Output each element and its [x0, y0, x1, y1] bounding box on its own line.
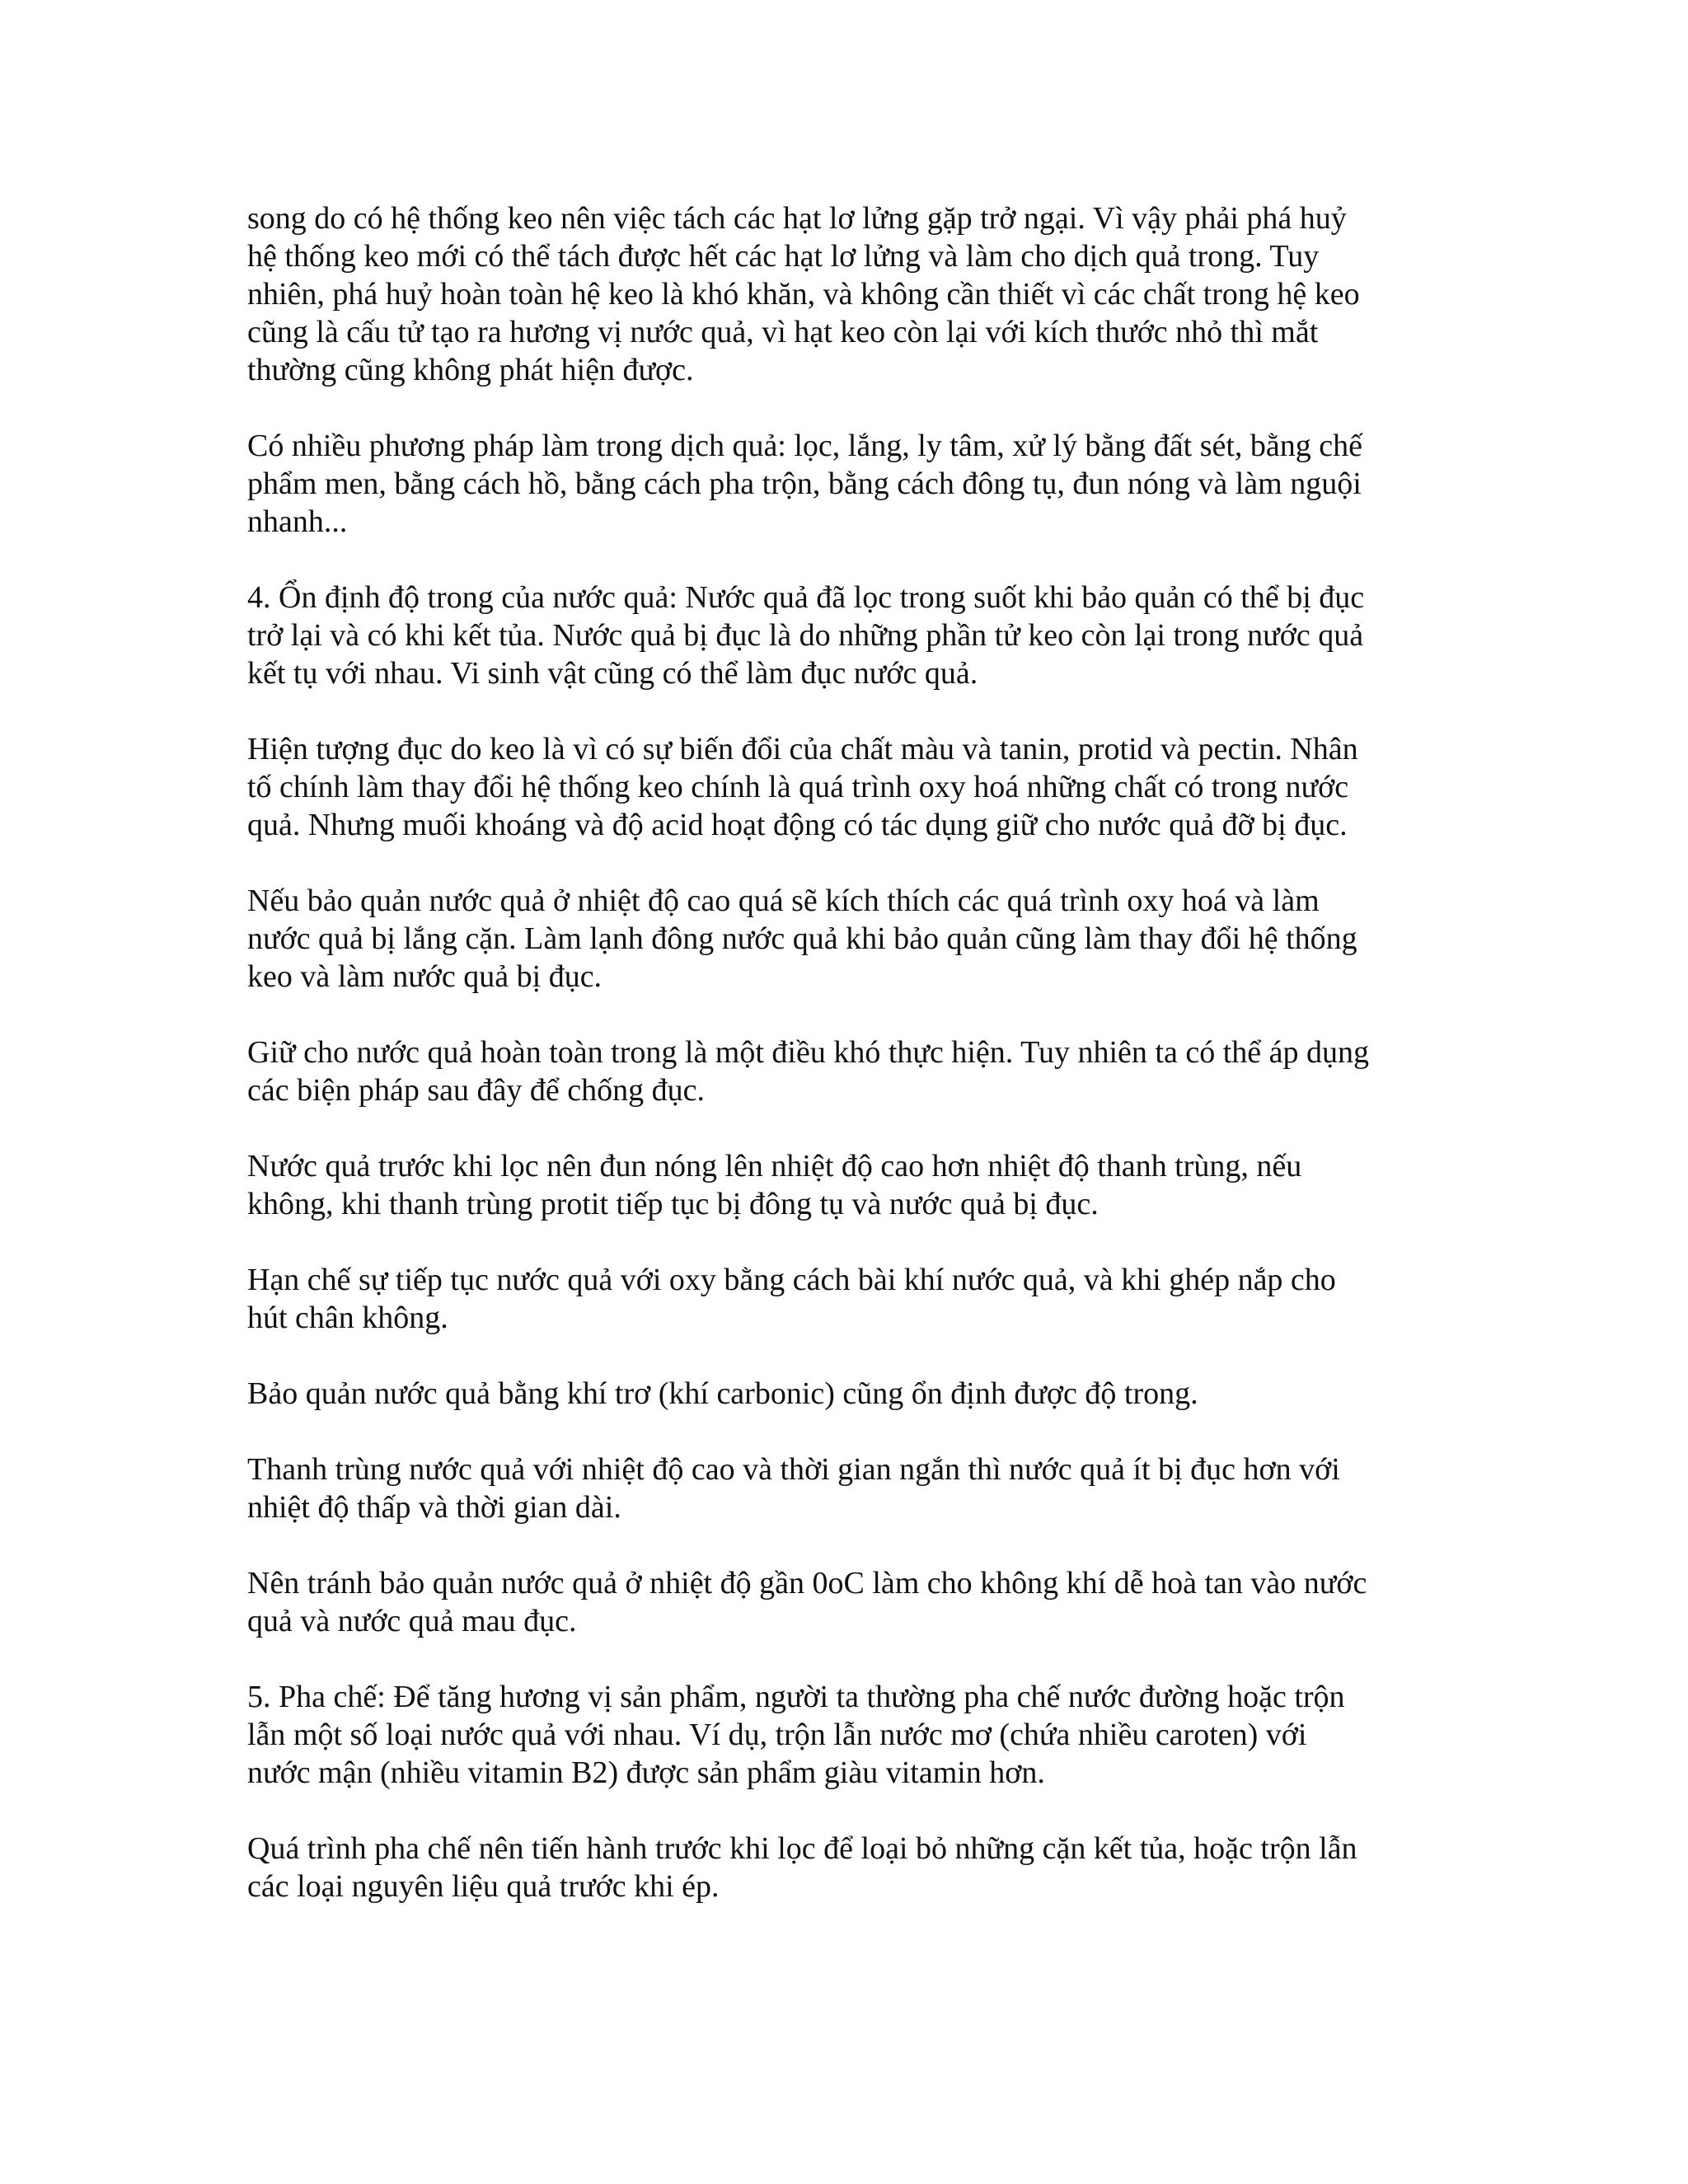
text-line: Hạn chế sự tiếp tục nước quả với oxy bằng cách bài khí nước quả, và khi ghép nắp cho	[247, 1263, 1336, 1297]
text-line: Nên tránh bảo quản nước quả ở nhiệt độ gần 0oC làm cho không khí dễ hoà tan vào nước	[247, 1566, 1367, 1601]
paragraph	[247, 730, 1442, 844]
text-line: hút chân không.	[247, 1301, 448, 1335]
text-line: không, khi thanh trùng protit tiếp tục bị đông tụ và nước quả bị đục.	[247, 1187, 1099, 1221]
paragraph	[247, 1564, 1442, 1640]
text-line: lẫn một số loại nước quả với nhau. Ví dụ, trộn lẫn nước mơ (chứa nhiều caroten) với	[247, 1718, 1307, 1752]
paragraph	[247, 882, 1442, 996]
paragraph	[247, 427, 1442, 541]
text-line: nước quả bị lắng cặn. Làm lạnh đông nước quả khi bảo quản cũng làm thay đổi hệ thống	[247, 921, 1357, 956]
text-line: trở lại và có khi kết tủa. Nước quả bị đục là do những phần tử keo còn lại trong nước quả	[247, 618, 1364, 653]
text-line: phẩm men, bằng cách hồ, bằng cách pha trộn, bằng cách đông tụ, đun nóng và làm nguội	[247, 466, 1362, 501]
document-body	[247, 199, 1442, 1905]
text-line: 5. Pha chế: Để tăng hương vị sản phẩm, người ta thường pha chế nước đường hoặc trộn	[247, 1680, 1345, 1714]
text-line: hệ thống keo mới có thể tách được hết các hạt lơ lửng và làm cho dịch quả trong. Tuy	[247, 239, 1320, 274]
text-line: Nếu bảo quản nước quả ở nhiệt độ cao quá sẽ kích thích các quá trình oxy hoá và làm	[247, 883, 1320, 918]
text-line: quả. Nhưng muối khoáng và độ acid hoạt động có tác dụng giữ cho nước quả đỡ bị đục.	[247, 808, 1348, 842]
text-line: Bảo quản nước quả bằng khí trơ (khí carbonic) cũng ổn định được độ trong.	[247, 1376, 1198, 1411]
text-line: cũng là cấu tử tạo ra hương vị nước quả, vì hạt keo còn lại với kích thước nhỏ thì mắt	[247, 315, 1319, 349]
text-line: Hiện tượng đục do keo là vì có sự biến đổi của chất màu và tanin, protid và pectin. Nhân	[247, 732, 1358, 766]
paragraph	[247, 579, 1442, 692]
paragraph	[247, 1830, 1442, 1905]
text-line: tố chính làm thay đổi hệ thống keo chính là quá trình oxy hoá những chất có trong nước	[247, 770, 1349, 804]
text-line: Giữ cho nước quả hoàn toàn trong là một điều khó thực hiện. Tuy nhiên ta có thể áp dụng	[247, 1035, 1369, 1070]
paragraph	[247, 1451, 1442, 1526]
text-line: nhiệt độ thấp và thời gian dài.	[247, 1490, 621, 1525]
text-line: quả và nước quả mau đục.	[247, 1604, 577, 1638]
text-line: 4. Ổn định độ trong của nước quả: Nước quả đã lọc trong suốt khi bảo quản có thể bị đục	[247, 580, 1365, 615]
text-line: thường cũng không phát hiện được.	[247, 353, 694, 387]
text-line: nhanh...	[247, 504, 348, 539]
text-line: Nước quả trước khi lọc nên đun nóng lên nhiệt độ cao hơn nhiệt độ thanh trùng, nếu	[247, 1149, 1302, 1183]
paragraph	[247, 1678, 1442, 1792]
paragraph	[247, 1261, 1442, 1337]
text-line: Thanh trùng nước quả với nhiệt độ cao và thời gian ngắn thì nước quả ít bị đục hơn với	[247, 1452, 1340, 1487]
text-line: các loại nguyên liệu quả trước khi ép.	[247, 1869, 720, 1904]
text-line: nhiên, phá huỷ hoàn toàn hệ keo là khó khăn, và không cần thiết vì các chất trong hệ keo	[247, 277, 1360, 312]
paragraph	[247, 199, 1442, 389]
paragraph	[247, 1375, 1442, 1413]
paragraph	[247, 1147, 1442, 1223]
text-line: song do có hệ thống keo nên việc tách các hạt lơ lửng gặp trở ngại. Vì vậy phải phá huỷ	[247, 201, 1347, 236]
text-line: nước mận (nhiều vitamin B2) được sản phẩm giàu vitamin hơn.	[247, 1755, 1045, 1790]
paragraph	[247, 1033, 1442, 1109]
text-line: Quá trình pha chế nên tiến hành trước khi lọc để loại bỏ những cặn kết tủa, hoặc trộn lẫn	[247, 1831, 1357, 1866]
text-line: kết tụ với nhau. Vi sinh vật cũng có thể làm đục nước quả.	[247, 656, 978, 691]
text-line: Có nhiều phương pháp làm trong dịch quả: lọc, lắng, ly tâm, xử lý bằng đất sét, bằng chế	[247, 429, 1363, 463]
text-line: các biện pháp sau đây để chống đục.	[247, 1073, 706, 1108]
text-line: keo và làm nước quả bị đục.	[247, 959, 603, 994]
